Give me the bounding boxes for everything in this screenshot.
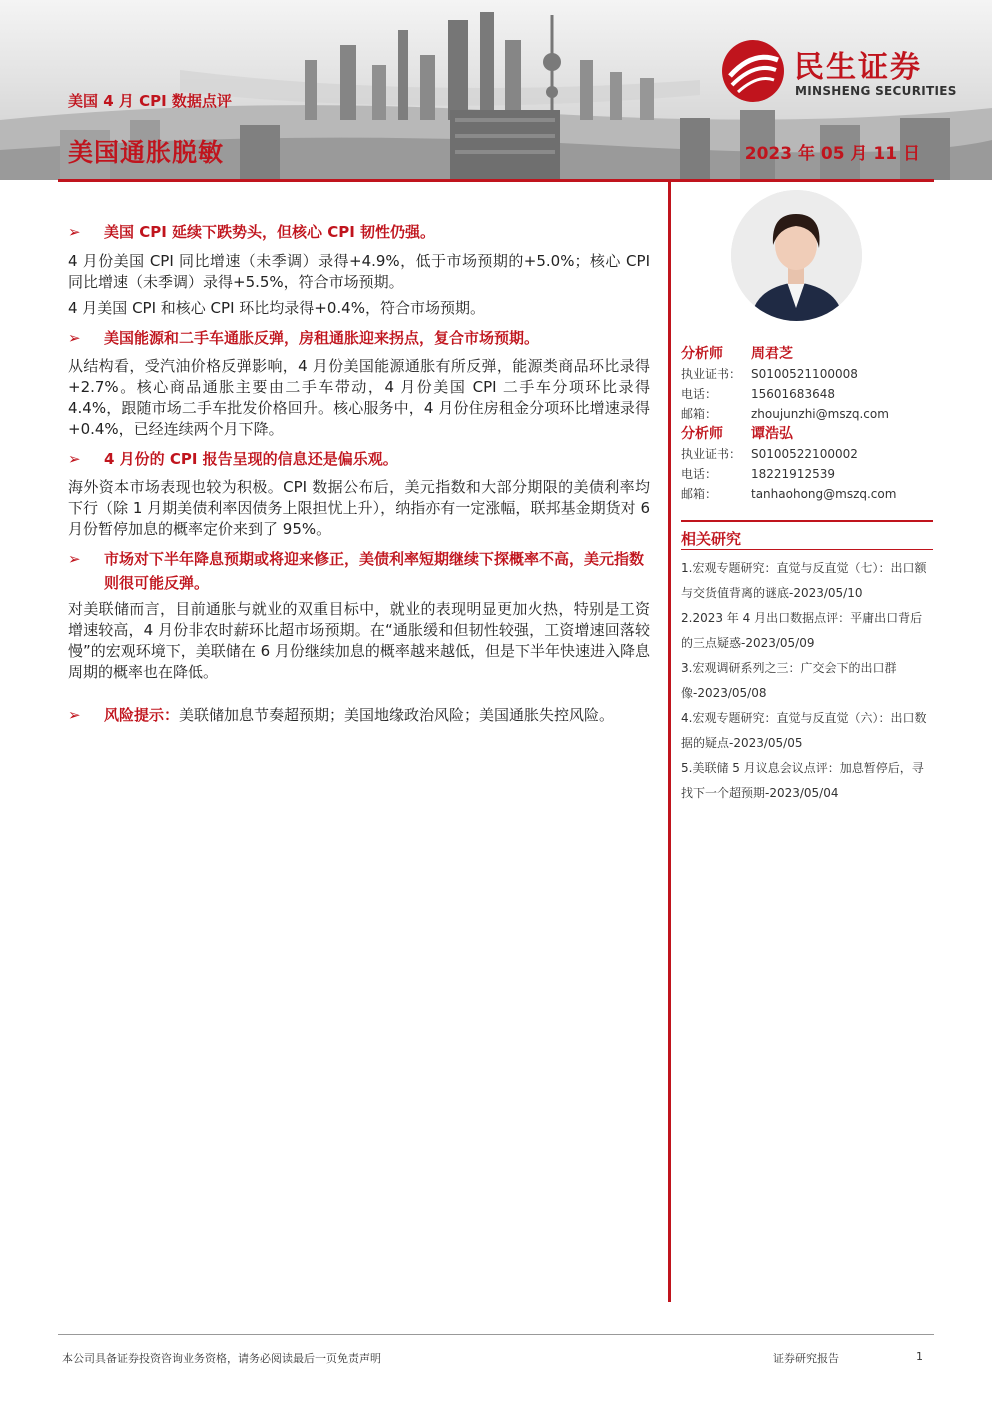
arrow-bullet-icon: ➢ [68,450,81,468]
email-link[interactable]: tanhaohong@mszq.com [751,487,897,501]
analyst-2-phone-row [681,465,835,482]
email-label: 邮箱： [681,407,718,421]
license-number: S0100521100008 [751,367,858,381]
section-heading-text: 美国 CPI 延续下跌势头，但核心 CPI 韧性仍强。 [104,223,436,241]
section-heading [68,326,650,350]
header-banner [0,0,992,180]
analyst-2-license-row [681,445,858,462]
page-number: 1 [916,1350,923,1363]
minsheng-logo-icon [720,38,786,104]
body-paragraph: 4 月份美国 CPI 同比增速（未季调）录得+4.9%，低于市场预期的+5.0%；核心 CPI 同比增速（未季调）录得+5.5%，符合市场预期。 [68,252,650,291]
analyst-role: 分析师 [681,426,723,442]
body-paragraph: 海外资本市场表现也较为积极。CPI 数据公布后，美元指数和大部分期限的美债利率均下行（除 1 月期美债利率因债务上限担忧上升），纳指亦有一定涨幅，联邦基金期货对 6 月份暂停加息的概率定价来到了 95%。 [68,478,650,538]
license-label: 执业证书： [681,447,742,461]
phone-number: 18221912539 [751,467,835,481]
summary-column [68,220,650,726]
body-paragraph: 从结构看，受汽油价格反弹影响，4 月份美国能源通胀有所反弹，能源类商品环比录得+2.7%。核心商品通胀主要由二手车带动，4 月份美国 CPI 二手车分项环比录得 4.4%，跟随市场二手车批发价格回升。核心服务中，4 月份住房租金分项环比增速录得+0.4%，已经连续两个月下降。 [68,357,650,438]
related-divider [681,549,933,550]
brand-name-en: MINSHENG SECURITIES [795,84,957,98]
analyst-2-role-row [681,423,793,443]
brand-name-cn: 民生证券 [794,50,922,85]
analyst-role: 分析师 [681,346,723,362]
email-link[interactable]: zhoujunzhi@mszq.com [751,407,889,421]
related-research-item[interactable]: 3.宏观调研系列之三：广交会下的出口群像-2023/05/08 [681,661,897,700]
related-research-item[interactable]: 5.美联储 5 月议息会议点评：加息暂停后，寻找下一个超预期-2023/05/04 [681,761,924,800]
report-date: 2023 年 05 月 11 日 [744,144,920,164]
risk-warning [68,705,650,726]
related-research-item[interactable]: 4.宏观专题研究：直觉与反直觉（六）：出口数据的疑点-2023/05/05 [681,711,927,750]
related-research-list [681,556,929,806]
analyst-photo [731,190,862,321]
body-paragraph: 4 月美国 CPI 和核心 CPI 环比均录得+0.4%，符合市场预期。 [68,299,485,317]
risk-label: 风险提示： [104,706,180,724]
footer-doc-type: 证券研究报告 [773,1352,839,1365]
column-divider [668,182,671,1302]
analyst-portrait-image [731,190,862,321]
analyst-1-email-row [681,405,889,422]
arrow-bullet-icon: ➢ [68,223,81,241]
section-heading [68,220,650,244]
phone-label: 电话： [681,387,718,401]
analyst-2-email-row [681,485,896,502]
section-heading-text: 市场对下半年降息预期或将迎来修正，美债利率短期继续下探概率不高，美元指数则很可能反弹。 [104,550,645,592]
phone-label: 电话： [681,467,718,481]
section-heading [68,547,650,595]
analyst-1-role-row [681,343,793,363]
company-logo [720,38,965,104]
page-title: 美国通胀脱敏 [68,138,225,167]
phone-number: 15601683648 [751,387,835,401]
analyst-name: 谭浩弘 [751,426,793,442]
footer-divider [58,1334,934,1335]
arrow-bullet-icon: ➢ [68,550,81,568]
related-research-item[interactable]: 2.2023 年 4 月出口数据点评：平庸出口背后的三点疑惑-2023/05/09 [681,611,923,650]
arrow-bullet-icon: ➢ [68,706,81,724]
email-label: 邮箱： [681,487,718,501]
header-divider [58,179,934,182]
license-number: S0100522100002 [751,447,858,461]
analyst-1-license-row [681,365,858,382]
section-heading [68,447,650,471]
related-top-divider [681,520,933,522]
report-type: 美国 4 月 CPI 数据点评 [68,92,232,110]
risk-text: 美联储加息节奏超预期；美国地缘政治风险；美国通胀失控风险。 [179,706,615,724]
arrow-bullet-icon: ➢ [68,329,81,347]
related-research-heading: 相关研究 [681,530,742,548]
related-research-item[interactable]: 1.宏观专题研究：直觉与反直觉（七）：出口额与交货值背离的谜底-2023/05/10 [681,561,927,600]
section-heading-text: 美国能源和二手车通胀反弹，房租通胀迎来拐点，复合市场预期。 [104,329,540,347]
license-label: 执业证书： [681,367,742,381]
analyst-name: 周君芝 [751,346,793,362]
analyst-1-phone-row [681,385,835,402]
body-paragraph: 对美联储而言，目前通胀与就业的双重目标中，就业的表现明显更加火热，特别是工资增速较高，4 月份非农时薪环比超市场预期。在“通胀缓和但韧性较强，工资增速回落较慢”的宏观环境下，美联储在 6 月份继续加息的概率越来越低，但是下半年快速进入降息周期的概率也在降低。 [68,600,650,681]
section-heading-text: 4 月份的 CPI 报告呈现的信息还是偏乐观。 [104,450,398,468]
footer-disclaimer: 本公司具备证券投资咨询业务资格，请务必阅读最后一页免责声明 [62,1352,381,1365]
